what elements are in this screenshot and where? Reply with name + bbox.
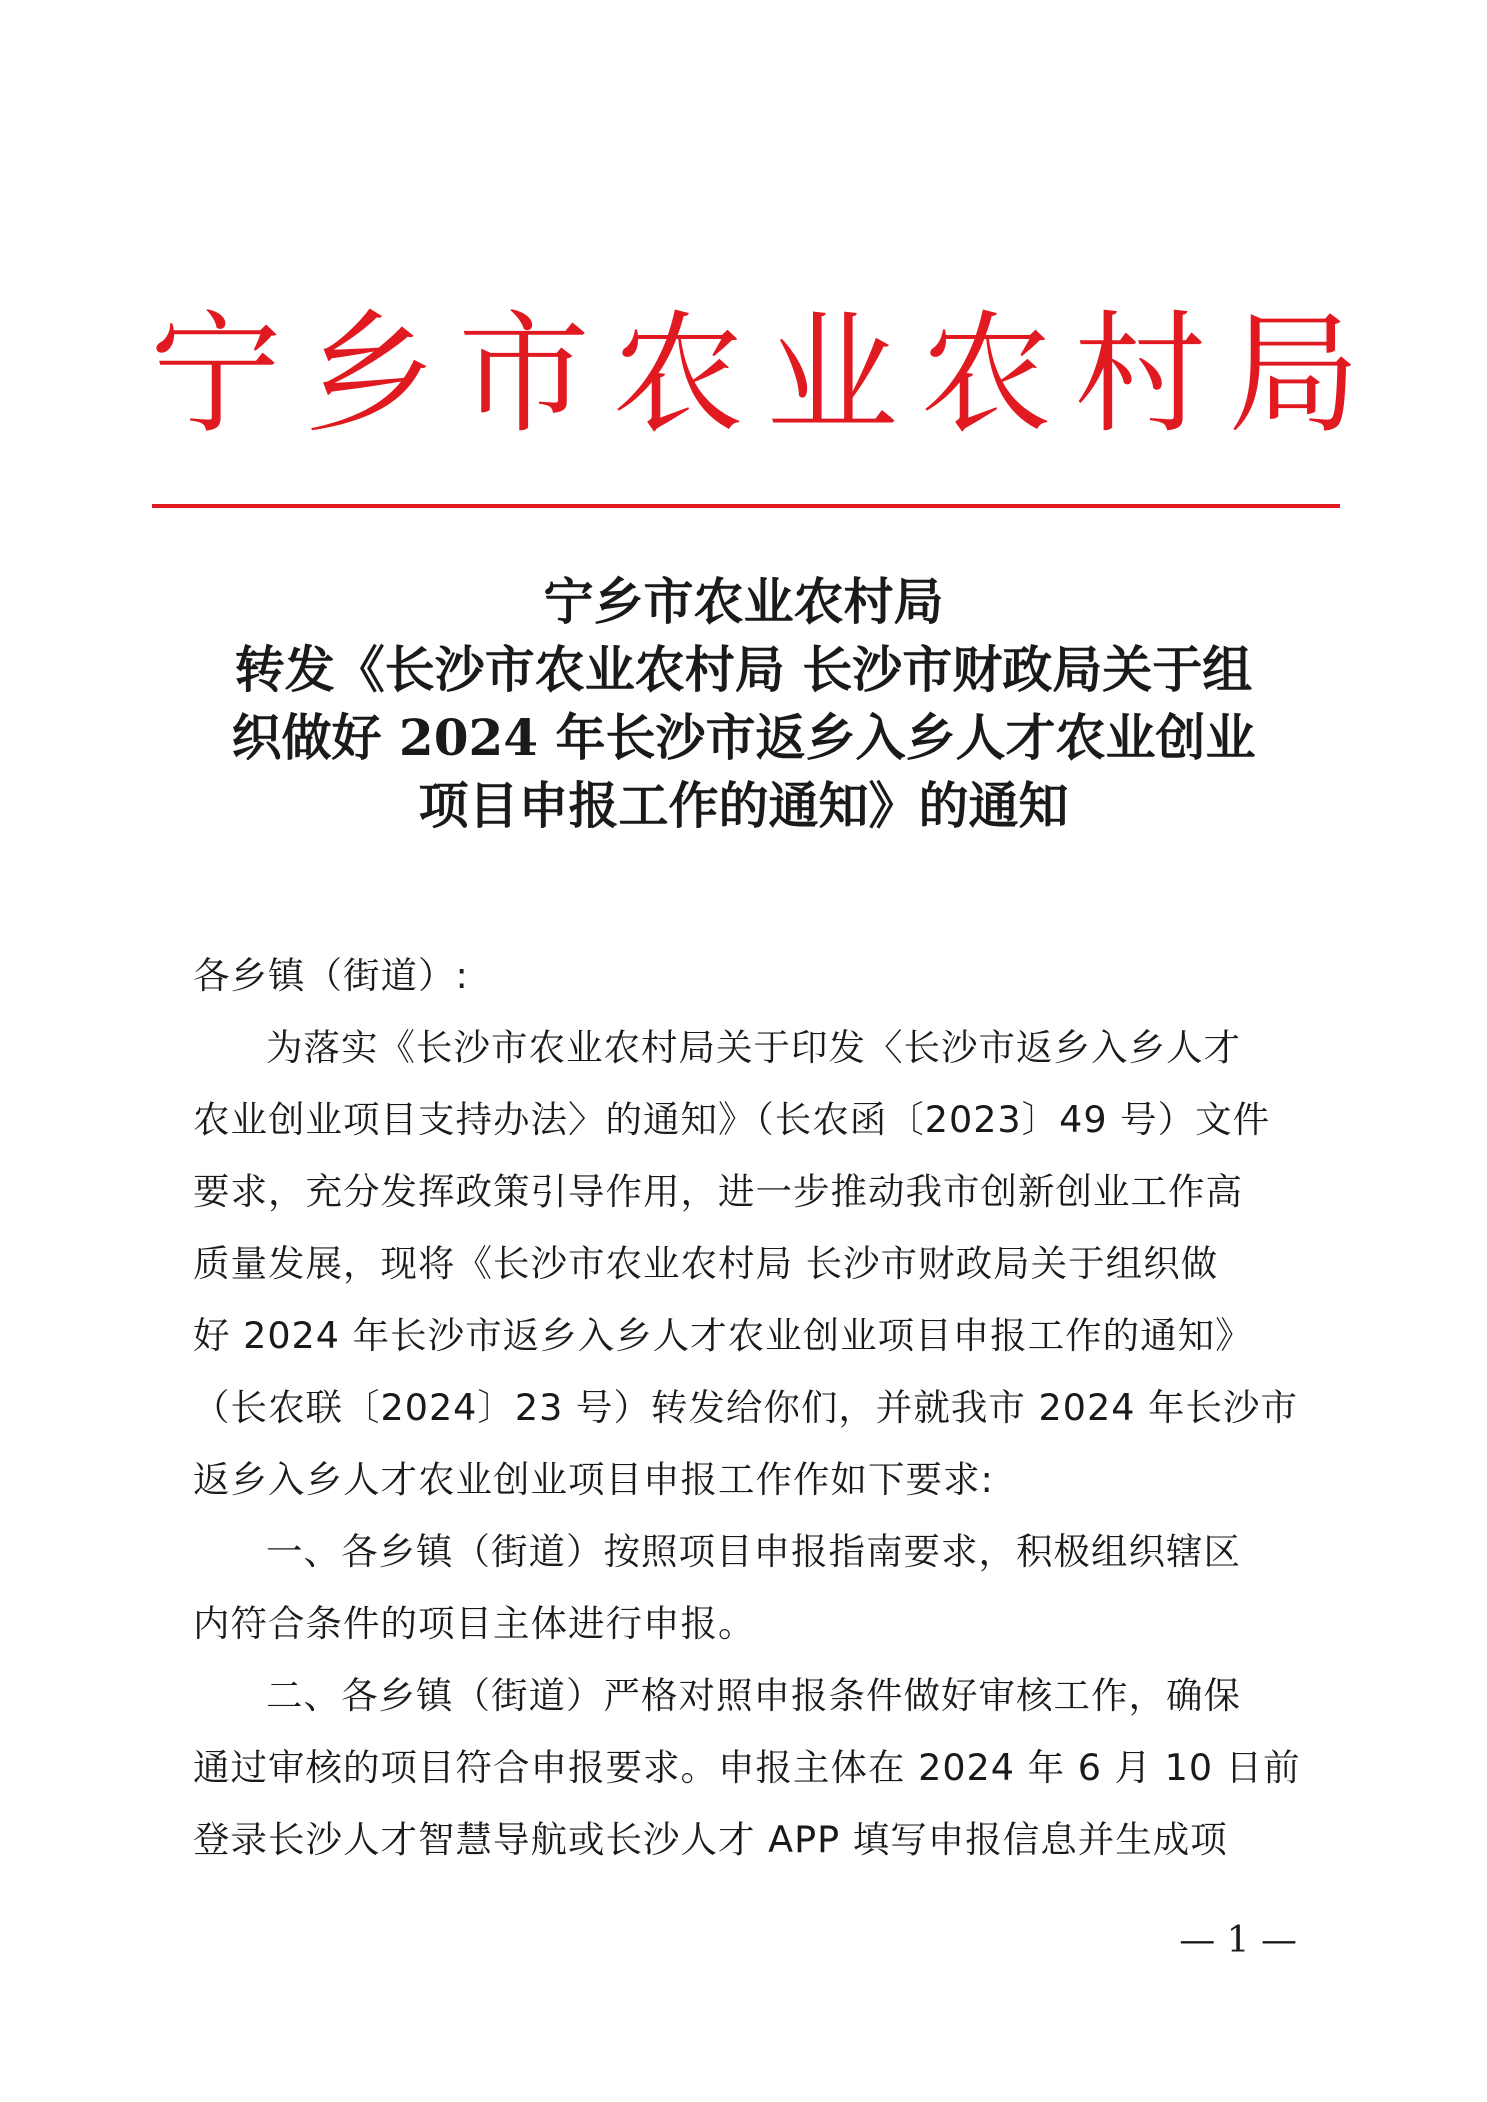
salutation: 各乡镇（街道）: (193, 954, 469, 997)
title-line: 织做好 2024 年长沙市返乡入乡人才农业创业 (231, 708, 1256, 767)
document-title (150, 568, 1337, 840)
body-line: 返乡入乡人才农业创业项目申报工作作如下要求: (193, 1458, 994, 1501)
body-line: 通过审核的项目符合申报要求。申报主体在 2024 年 6 月 10 日前 (193, 1746, 1301, 1789)
title-line: 宁乡市农业农村局 (543, 572, 944, 631)
red-separator-line (152, 504, 1340, 508)
title-line: 转发《长沙市农业农村局 长沙市财政局关于组 (234, 640, 1253, 699)
document-body (193, 940, 1308, 1876)
body-line: 农业创业项目支持办法〉的通知》（长农函〔2023〕49 号）文件 (193, 1098, 1271, 1141)
body-line: 质量发展，现将《长沙市农业农村局 长沙市财政局关于组织做 (193, 1242, 1219, 1285)
body-line: 一、各乡镇（街道）按照项目申报指南要求，积极组织辖区 (266, 1530, 1241, 1573)
page-number: — 1 — (1179, 1920, 1297, 1961)
body-line: 要求，充分发挥政策引导作用，进一步推动我市创新创业工作高 (193, 1170, 1243, 1213)
body-line: （长农联〔2024〕23 号）转发给你们，并就我市 2024 年长沙市 (193, 1386, 1299, 1429)
body-line: 内符合条件的项目主体进行申报。 (193, 1602, 756, 1645)
body-line: 为落实《长沙市农业农村局关于印发〈长沙市返乡入乡人才 (266, 1026, 1241, 1069)
issuing-authority-masthead: 宁乡市农业农村局 (150, 298, 1382, 452)
body-line: 好 2024 年长沙市返乡入乡人才农业创业项目申报工作的通知》 (193, 1314, 1253, 1357)
title-line: 项目申报工作的通知》的通知 (418, 776, 1069, 835)
body-line: 二、各乡镇（街道）严格对照申报条件做好审核工作，确保 (266, 1674, 1241, 1717)
body-line: 登录长沙人才智慧导航或长沙人才 APP 填写申报信息并生成项 (193, 1818, 1228, 1861)
